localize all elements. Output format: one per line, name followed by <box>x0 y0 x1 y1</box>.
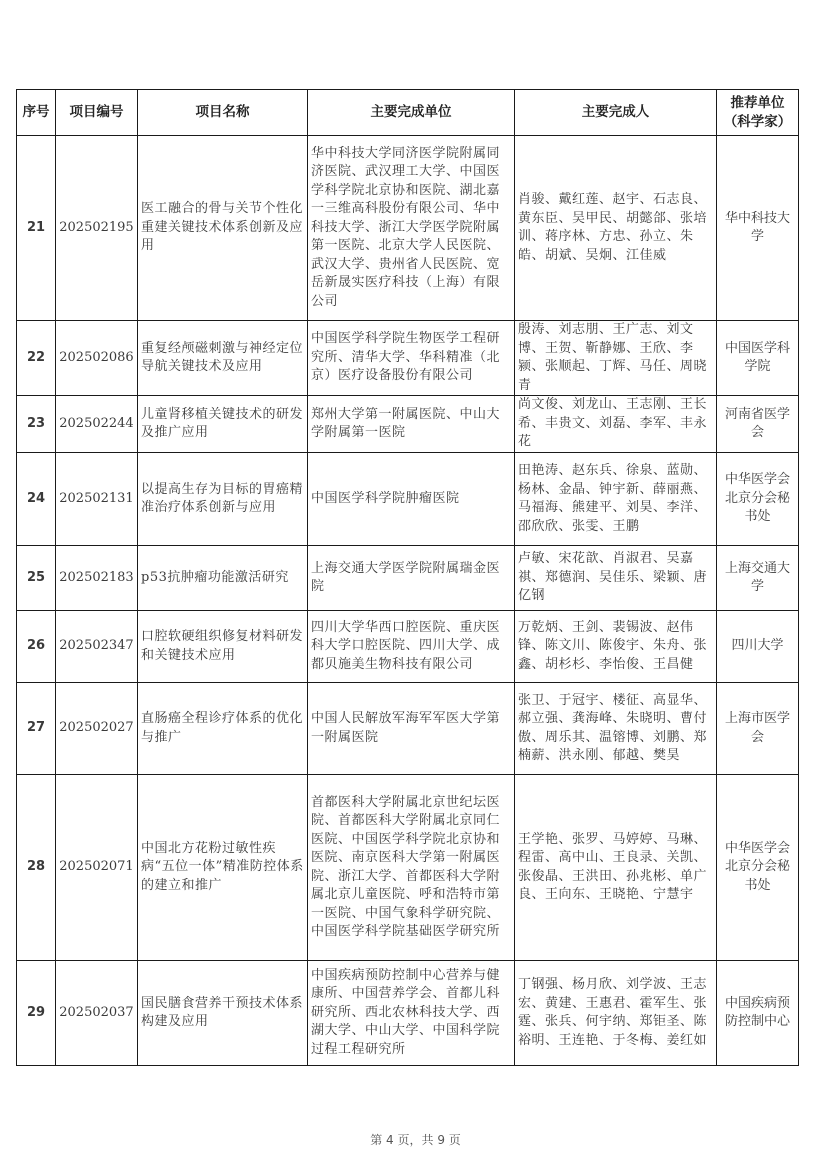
row-recommender: 华中科技大学 <box>717 136 799 321</box>
row-seq: 24 <box>17 453 56 546</box>
row-code: 202502244 <box>56 396 138 453</box>
row-persons: 尚文俊、刘龙山、王志刚、王长希、丰贵文、刘磊、李军、丰永花 <box>515 396 717 453</box>
table-row <box>17 961 799 1066</box>
row-seq: 27 <box>17 683 56 775</box>
row-recommender: 中国疾病预防控制中心 <box>717 961 799 1066</box>
row-code: 202502195 <box>56 136 138 321</box>
row-project-name: 直肠癌全程诊疗体系的优化与推广 <box>138 683 308 775</box>
row-code: 202502071 <box>56 775 138 961</box>
row-project-name: 医工融合的骨与关节个性化重建关键技术体系创新及应用 <box>138 136 308 321</box>
row-seq: 26 <box>17 611 56 683</box>
row-recommender: 中华医学会北京分会秘书处 <box>717 453 799 546</box>
row-code: 202502347 <box>56 611 138 683</box>
row-seq: 25 <box>17 546 56 611</box>
row-recommender: 中华医学会北京分会秘书处 <box>717 775 799 961</box>
award-project-table <box>16 89 799 1066</box>
row-units: 四川大学华西口腔医院、重庆医科大学口腔医院、四川大学、成都贝施美生物科技有限公司 <box>308 611 515 683</box>
row-project-name: 国民膳食营养干预技术体系构建及应用 <box>138 961 308 1066</box>
row-persons: 肖骏、戴红莲、赵宇、石志良、黄东臣、吴甲民、胡懿郃、张培训、蒋序林、方忠、孙立、朱皓、胡斌、吴炯、江佳威 <box>515 136 717 321</box>
row-project-name: p53抗肿瘤功能激活研究 <box>138 546 308 611</box>
row-units: 中国医学科学院肿瘤医院 <box>308 453 515 546</box>
row-units: 华中科技大学同济医学院附属同济医院、武汉理工大学、中国医学科学院北京协和医院、湖北嘉一三维高科股份有限公司、华中科技大学、浙江大学医学院附属第一医院、北京大学人民医院、武汉大学、贵州省人民医院、宽岳新晟实医疗科技（上海）有限公司 <box>308 136 515 321</box>
table-row <box>17 683 799 775</box>
row-persons: 殷涛、刘志朋、王广志、刘文博、王贺、靳静娜、王欣、李颍、张顺起、丁辉、马任、周晓青 <box>515 321 717 396</box>
row-units: 中国疾病预防控制中心营养与健康所、中国营养学会、首都儿科研究所、西北农林科技大学、西湖大学、中山大学、中国科学院过程工程研究所 <box>308 961 515 1066</box>
table-row <box>17 775 799 961</box>
row-recommender: 四川大学 <box>717 611 799 683</box>
row-units: 郑州大学第一附属医院、中山大学附属第一医院 <box>308 396 515 453</box>
row-seq: 29 <box>17 961 56 1066</box>
row-project-name: 以提高生存为目标的胃癌精准治疗体系创新与应用 <box>138 453 308 546</box>
table-row <box>17 396 799 453</box>
row-persons: 王学艳、张罗、马婷婷、马琳、程雷、高中山、王良录、关凯、张俊晶、王洪田、孙兆彬、单广良、王向东、王晓艳、宁慧宇 <box>515 775 717 961</box>
row-code: 202502131 <box>56 453 138 546</box>
row-code: 202502037 <box>56 961 138 1066</box>
row-persons: 张卫、于冠宇、楼征、高显华、郝立强、龚海峰、朱晓明、曹付傲、周乐其、温镕博、刘鹏、郑楠薪、洪永刚、郁越、樊昊 <box>515 683 717 775</box>
row-seq: 28 <box>17 775 56 961</box>
table-row <box>17 611 799 683</box>
row-units: 首都医科大学附属北京世纪坛医院、首都医科大学附属北京同仁医院、中国医学科学院北京协和医院、南京医科大学第一附属医院、浙江大学、首都医科大学附属北京儿童医院、呼和浩特市第一医院、中国气象科学研究院、中国医学科学院基础医学研究所 <box>308 775 515 961</box>
header-name: 项目名称 <box>138 90 308 136</box>
row-project-name: 中国北方花粉过敏性疾病“五位一体”精准防控体系的建立和推广 <box>138 775 308 961</box>
header-seq: 序号 <box>17 90 56 136</box>
row-recommender: 上海交通大学 <box>717 546 799 611</box>
row-project-name: 重复经颅磁刺激与神经定位导航关键技术及应用 <box>138 321 308 396</box>
row-persons: 万乾炳、王剑、裴锡波、赵伟锋、陈文川、陈俊宇、朱舟、张鑫、胡杉杉、李怡俊、王昌健 <box>515 611 717 683</box>
header-units: 主要完成单位 <box>308 90 515 136</box>
header-persons: 主要完成人 <box>515 90 717 136</box>
row-project-name: 口腔软硬组织修复材料研发和关键技术应用 <box>138 611 308 683</box>
row-recommender: 上海市医学会 <box>717 683 799 775</box>
row-project-name: 儿童肾移植关键技术的研发及推广应用 <box>138 396 308 453</box>
row-seq: 22 <box>17 321 56 396</box>
row-persons: 丁钢强、杨月欣、刘学波、王志宏、黄建、王惠君、霍军生、张霆、张兵、何宇纳、郑钜圣、陈裕明、王连艳、于冬梅、姜红如 <box>515 961 717 1066</box>
row-units: 中国人民解放军海军军医大学第一附属医院 <box>308 683 515 775</box>
row-seq: 23 <box>17 396 56 453</box>
table-row <box>17 453 799 546</box>
table-row <box>17 136 799 321</box>
row-code: 202502027 <box>56 683 138 775</box>
header-code: 项目编号 <box>56 90 138 136</box>
row-persons: 卢敏、宋花歆、肖淑君、吴嘉祺、郑德润、吴佳乐、梁颖、唐亿钢 <box>515 546 717 611</box>
table-header-row <box>17 90 799 136</box>
table-row <box>17 321 799 396</box>
row-units: 中国医学科学院生物医学工程研究所、清华大学、华科精准（北京）医疗设备股份有限公司 <box>308 321 515 396</box>
row-code: 202502086 <box>56 321 138 396</box>
page-number-footer: 第 4 页，共 9 页 <box>370 1133 461 1147</box>
table-row <box>17 546 799 611</box>
row-persons: 田艳涛、赵东兵、徐泉、蓝勋、杨林、金晶、钟宇新、薛丽燕、马福海、熊建平、刘昊、李洋、邵欣欣、张雯、王鹏 <box>515 453 717 546</box>
header-recommender: 推荐单位（科学家） <box>717 90 799 136</box>
row-code: 202502183 <box>56 546 138 611</box>
row-recommender: 河南省医学会 <box>717 396 799 453</box>
row-units: 上海交通大学医学院附属瑞金医院 <box>308 546 515 611</box>
row-seq: 21 <box>17 136 56 321</box>
row-recommender: 中国医学科学院 <box>717 321 799 396</box>
